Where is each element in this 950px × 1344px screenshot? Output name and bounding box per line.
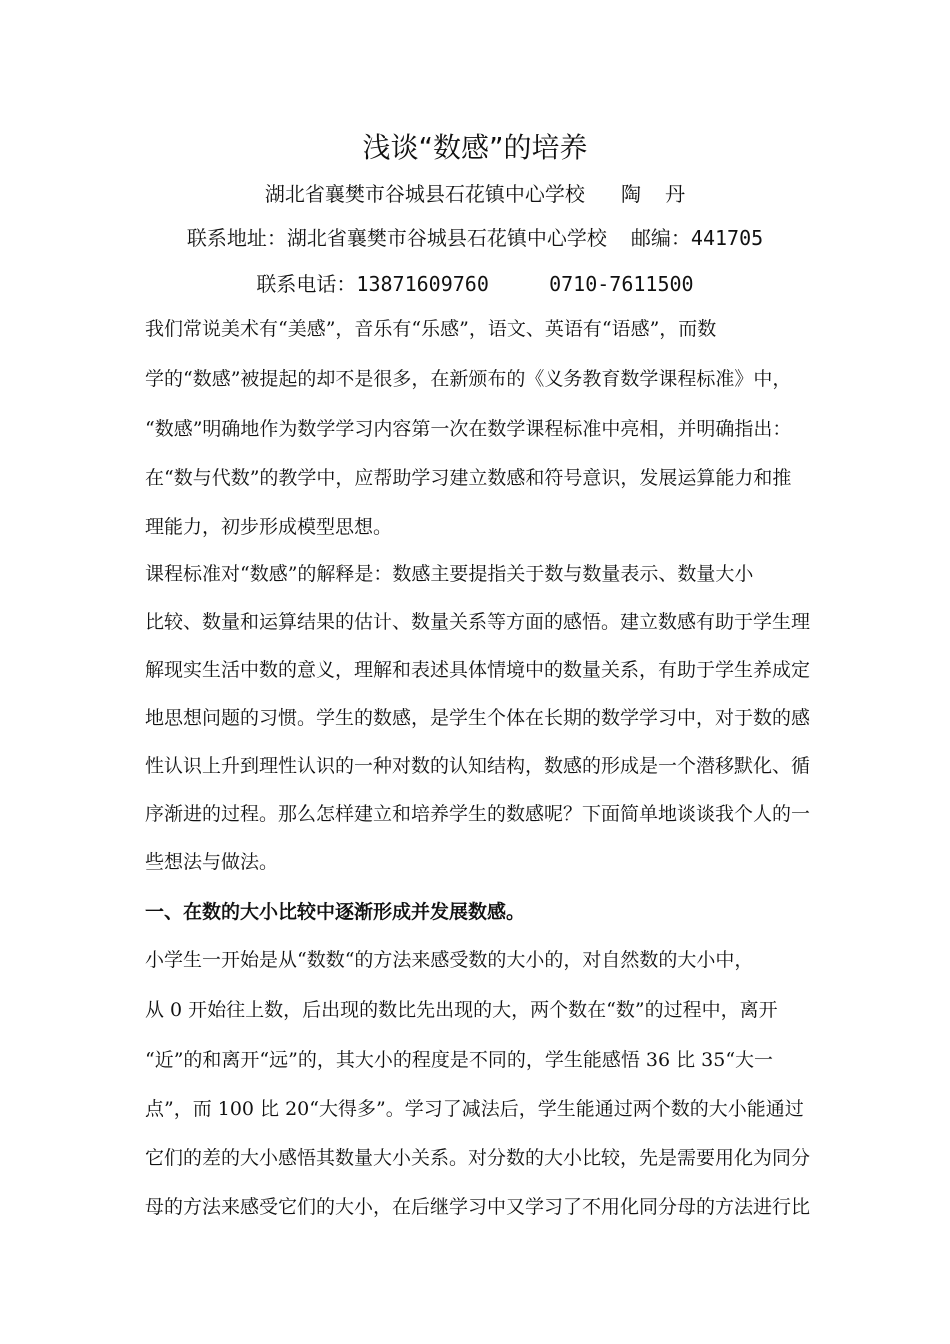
paragraph-line: 点”，而 100 比 20“大得多”。学习了减法后，学生能通过两个数的大小能通过 xyxy=(145,1098,804,1120)
paragraph-line: 我们常说美术有“美感”，音乐有“乐感”，语文、英语有“语感”，而数 xyxy=(145,318,717,340)
paragraph-line: 性认识上升到理性认识的一种对数的认知结构，数感的形成是一个潜移默化、循 xyxy=(145,755,811,777)
paragraph-line: 些想法与做法。 xyxy=(145,851,279,873)
section-heading: 一、在数的大小比较中逐渐形成并发展数感。 xyxy=(145,901,526,923)
paragraph-line: 地思想问题的习惯。学生的数感，是学生个体在长期的数学学习中，对于数的感 xyxy=(145,707,811,729)
paragraph-line: 小学生一开始是从“数数“的方法来感受数的大小的，对自然数的大小中， xyxy=(145,949,754,971)
paragraph-line: 比较、数量和运算结果的估计、数量关系等方面的感悟。建立数感有助于学生理 xyxy=(145,611,811,633)
paragraph-line: “数感”明确地作为数学学习内容第一次在数学课程标准中亮相，并明确指出： xyxy=(145,418,792,440)
phone-line: 联系电话：13871609760 0710-7611500 xyxy=(256,272,694,296)
paragraph-line: 在“数与代数”的教学中，应帮助学习建立数感和符号意识，发展运算能力和推 xyxy=(145,467,792,489)
paragraph-line: 解现实生活中数的意义，理解和表述具体情境中的数量关系，有助于学生养成定 xyxy=(145,659,811,681)
author-line: 湖北省襄樊市谷城县石花镇中心学校 陶 丹 xyxy=(264,182,686,206)
paragraph-line: 课程标准对“数感”的解释是：数感主要提指关于数与数量表示、数量大小 xyxy=(145,563,754,585)
paragraph-line: “近”的和离开“远”的，其大小的程度是不同的，学生能感悟 36 比 35“大一 xyxy=(145,1049,774,1071)
paragraph-line: 学的“数感”被提起的却不是很多，在新颁布的《义务教育数学课程标准》中， xyxy=(145,368,792,390)
document-title: 浅谈“数感”的培养 xyxy=(362,131,588,164)
paragraph-line: 它们的差的大小感悟其数量大小关系。对分数的大小比较，先是需要用化为同分 xyxy=(145,1147,811,1169)
paragraph-line: 从 0 开始往上数，后出现的数比先出现的大，两个数在“数”的过程中，离开 xyxy=(145,999,778,1021)
paragraph-line: 母的方法来感受它们的大小，在后继学习中又学习了不用化同分母的方法进行比 xyxy=(145,1196,811,1218)
address-line: 联系地址：湖北省襄樊市谷城县石花镇中心学校 邮编：441705 xyxy=(186,226,764,250)
paragraph-line: 理能力，初步形成模型思想。 xyxy=(145,516,393,538)
paragraph-line: 序渐进的过程。那么怎样建立和培养学生的数感呢？下面简单地谈谈我个人的一 xyxy=(145,803,811,825)
